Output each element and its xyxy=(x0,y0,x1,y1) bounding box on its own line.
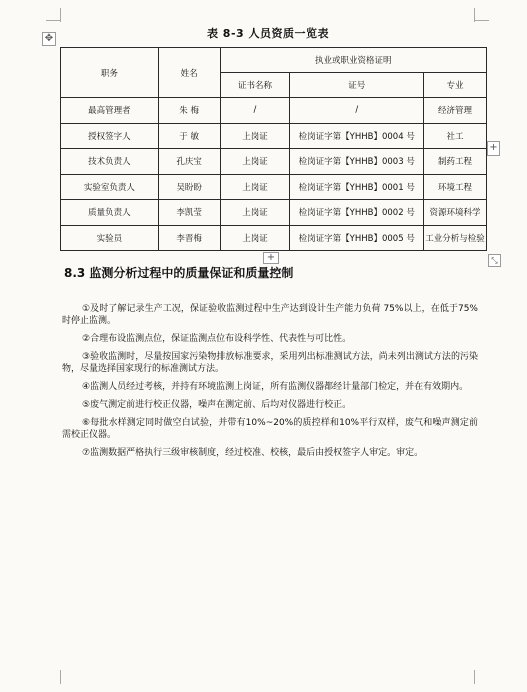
paragraph: ①及时了解记录生产工况，保证验收监测过程中生产达到设计生产能力负荷 75%以上，在低于75%时停止监测。 xyxy=(62,304,478,326)
table-resize-handle[interactable] xyxy=(488,254,501,267)
header-qualification-group: 执业或职业资格证明 xyxy=(220,48,486,73)
crop-mark-top-left xyxy=(60,8,61,22)
table-row xyxy=(61,123,487,149)
cell-role: 授权签字人 xyxy=(61,123,159,149)
cell-name: 李晋梅 xyxy=(158,225,220,251)
resize-icon: ⤡ xyxy=(491,256,498,265)
cell-name: 朱 梅 xyxy=(158,98,220,124)
cell-cert-no: 检岗证字第【YHHB】0005 号 xyxy=(290,225,424,251)
plus-icon: + xyxy=(489,142,498,153)
cell-name: 孔庆宝 xyxy=(158,149,220,175)
paragraph: ③验收监测时，尽量按国家污染物排放标准要求，采用列出标准测试方法，尚未列出测试方法的污染物，尽量选择国家现行的标准测试方法。 xyxy=(62,352,478,374)
add-column-button[interactable] xyxy=(487,141,500,156)
table-row xyxy=(61,149,487,175)
table-row xyxy=(61,98,487,124)
paragraph: ⑦监测数据严格执行三级审核制度，经过校准、校核，最后由授权签字人审定。审定。 xyxy=(82,448,424,458)
cell-cert-name: 上岗证 xyxy=(220,149,290,175)
cell-role: 最高管理者 xyxy=(61,98,159,124)
table-move-handle[interactable] xyxy=(42,32,56,46)
plus-icon: + xyxy=(266,252,276,263)
header-name: 姓名 xyxy=(158,48,220,98)
section-heading: 8.3 监测分析过程中的质量保证和质量控制 xyxy=(64,266,294,280)
header-role: 职务 xyxy=(61,48,159,98)
cell-role: 技术负责人 xyxy=(61,149,159,175)
paragraph: ⑥每批水样测定同时做空白试验，并带有10%~20%的质控样和10%平行双样，废气和噪声测定前需校正仪器。 xyxy=(62,418,478,440)
section-body xyxy=(62,303,478,465)
paragraph: ②合理布设监测点位，保证监测点位布设科学性、代表性与可比性。 xyxy=(82,334,352,344)
cell-role: 实验员 xyxy=(61,225,159,251)
cell-cert-name: 上岗证 xyxy=(220,123,290,149)
cell-cert-no: 检岗证字第【YHHB】0002 号 xyxy=(290,200,424,226)
cell-major: 制药工程 xyxy=(424,149,487,175)
personnel-qualification-table xyxy=(60,47,487,251)
cell-cert-name: 上岗证 xyxy=(220,225,290,251)
cell-name: 于 敏 xyxy=(158,123,220,149)
add-row-button[interactable] xyxy=(263,252,279,264)
cell-cert-no: 检岗证字第【YHHB】0004 号 xyxy=(290,123,424,149)
cell-major: 环境工程 xyxy=(424,174,487,200)
cell-name: 李凯莹 xyxy=(158,200,220,226)
table-row xyxy=(61,174,487,200)
cell-cert-name: 上岗证 xyxy=(220,174,290,200)
cell-major: 经济管理 xyxy=(424,98,487,124)
table-header-row xyxy=(61,48,487,73)
cell-cert-name: / xyxy=(220,98,290,124)
paragraph: ⑤废气测定前进行校正仪器，噪声在测定前、后均对仪器进行校正。 xyxy=(82,400,352,410)
cell-cert-name: 上岗证 xyxy=(220,200,290,226)
cell-cert-no: 检岗证字第【YHHB】0001 号 xyxy=(290,174,424,200)
crop-mark-top-right-h xyxy=(475,20,489,21)
cell-cert-no: 检岗证字第【YHHB】0003 号 xyxy=(290,149,424,175)
crop-mark-top-left-h xyxy=(46,20,60,21)
header-cert-name: 证书名称 xyxy=(220,73,290,98)
header-cert-no: 证号 xyxy=(290,73,424,98)
crop-mark-bottom-right xyxy=(474,670,475,684)
cell-name: 吴盼盼 xyxy=(158,174,220,200)
cell-major: 社工 xyxy=(424,123,487,149)
cell-major: 工业分析与检验 xyxy=(424,225,487,251)
table-row xyxy=(61,200,487,226)
table-row xyxy=(61,225,487,251)
paragraph: ④监测人员经过考核，并持有环境监测上岗证，所有监测仪器都经计量部门检定，并在有效期内。 xyxy=(82,382,469,392)
cell-cert-no: / xyxy=(290,98,424,124)
move-icon: ✥ xyxy=(44,33,54,44)
table-title: 表 8-3 人员资质一览表 xyxy=(206,27,330,40)
cell-role: 实验室负责人 xyxy=(61,174,159,200)
cell-role: 质量负责人 xyxy=(61,200,159,226)
crop-mark-bottom-left xyxy=(60,670,61,684)
cell-major: 资源环境科学 xyxy=(424,200,487,226)
header-major: 专业 xyxy=(424,73,487,98)
